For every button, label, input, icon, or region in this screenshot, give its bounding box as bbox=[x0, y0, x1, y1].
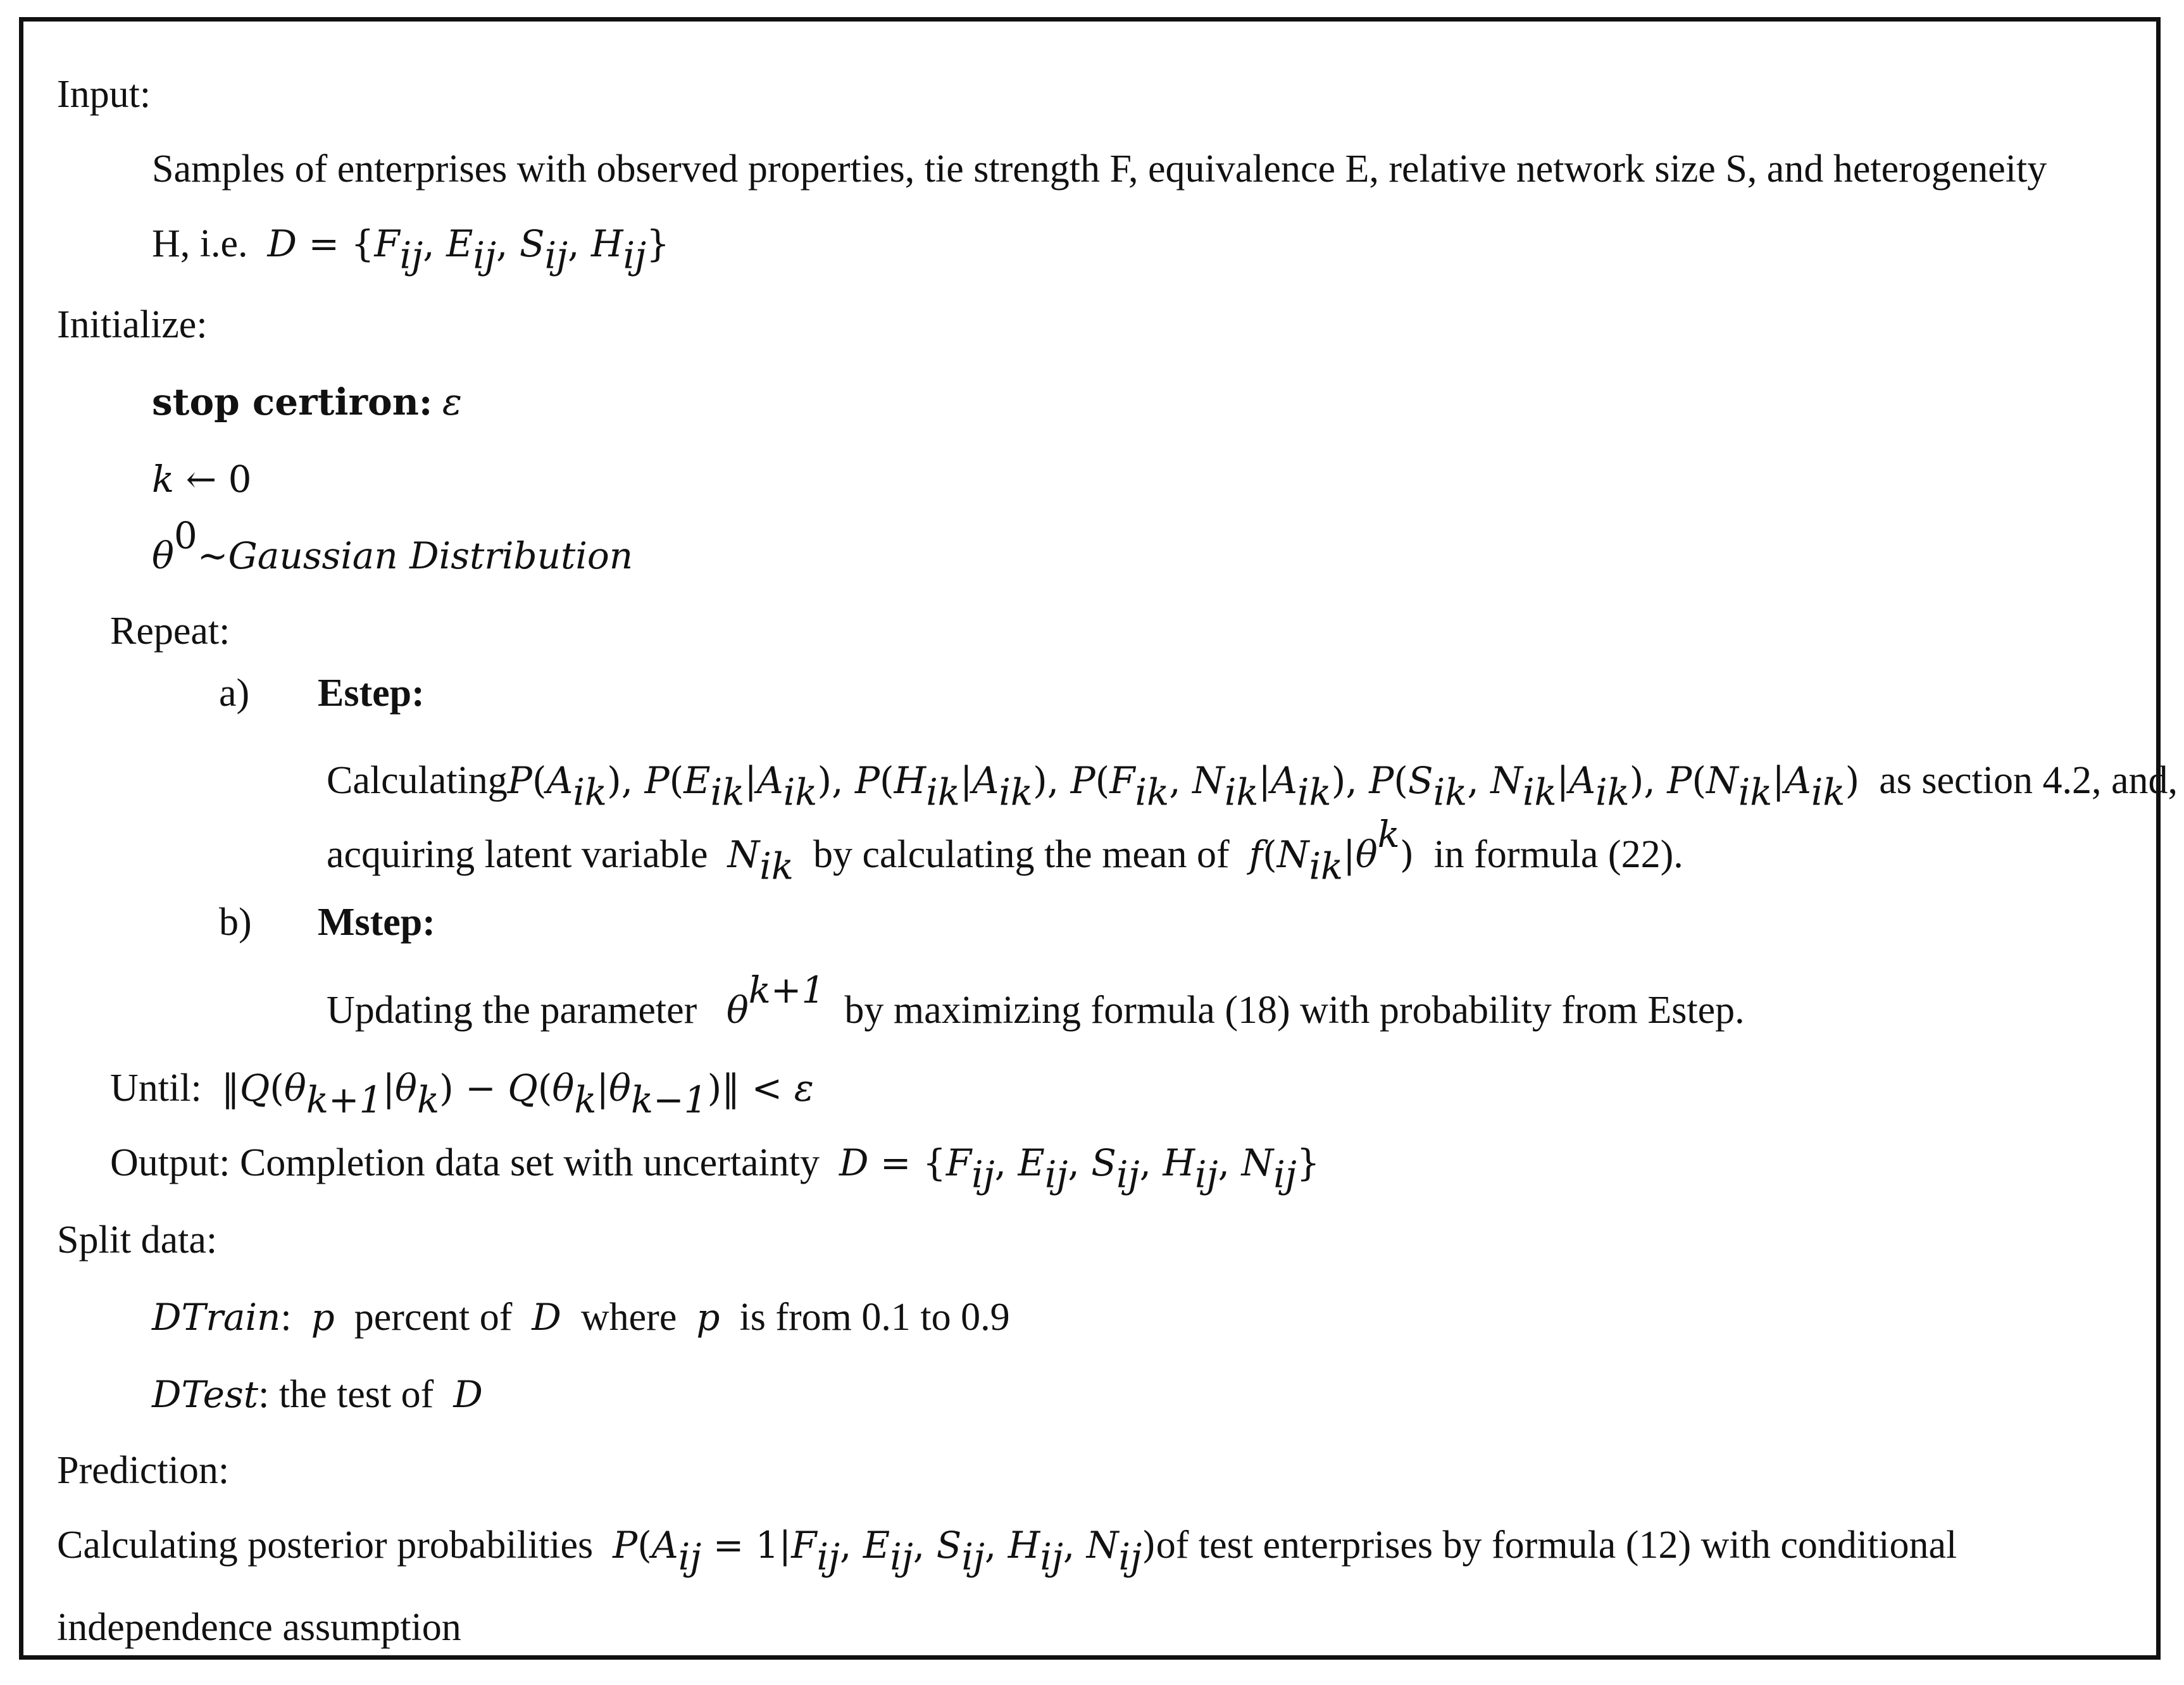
prediction-line-2: independence assumption bbox=[57, 1606, 461, 1649]
theta-init: $\theta^0\sim Gaussian$ Distribution bbox=[152, 514, 633, 577]
repeat-label: Repeat: bbox=[110, 610, 230, 653]
until-line: Until: $‖Q(\theta_{k+1}|\theta_k)$ − $Q(\theta_k|\theta_{k-1})‖ < \varepsilon$ bbox=[110, 1067, 814, 1122]
dtrain-line: DTrain: p percent of D where p is from 0.1 to 0.9 bbox=[152, 1296, 1010, 1339]
estep-line-2: acquiring latent variable $N_{ik}$ by calculating the mean of $f(N_{ik}|\theta^k)$ in formula (22). bbox=[327, 813, 1683, 888]
prediction-label: Prediction: bbox=[57, 1449, 230, 1492]
dtest-line: DTest: the test of D bbox=[152, 1373, 483, 1416]
estep-line-1: $CalculatingP(A_{ik})$, $P(E_{ik}|A_{ik})$, $P(H_{ik}|A_{ik})$, $P(F_{ik}$, $N_{ik}|A_{ik}$), $P(S_{ik}$, $N_{ik}|A_{ik}$), $P(N_{ik}|A_{ik})$ as section 4.2, and, bbox=[327, 759, 2178, 814]
input-description: Samples of enterprises with observed properties, tie strength F, equivalence E, relative network size S, and heterogeneity bbox=[152, 147, 2047, 191]
split-label: Split data: bbox=[57, 1218, 218, 1262]
input-formula: D bbox=[267, 222, 297, 265]
prediction-line-1: Calculating posterior probabilities $P(A_{ij} = 1|F_{ij}$, $E_{ij}$, $S_{ij}$, $H_{ij}$, $N_{ij})of$ test enterprises by formula (12) with conditional bbox=[57, 1524, 1957, 1579]
input-label: Input: bbox=[57, 73, 151, 116]
mstep-line: Updating the parameter $\theta^{k+1}$ by maximizing formula (18) with probability from Estep. bbox=[327, 968, 1745, 1032]
output-line: Output: Completion data set with uncertainty $D = \{F_{ij}$, $E_{ij}$, $S_{ij}$, $H_{ij}$, $N_{ij}$} bbox=[110, 1141, 1320, 1196]
initialize-label: Initialize: bbox=[57, 303, 208, 346]
estep-heading: a) Estep: bbox=[219, 672, 425, 715]
stop-criterion: stop certiron: ε bbox=[152, 380, 462, 423]
k-init: k ← 0 bbox=[152, 458, 252, 501]
input-description-cont: H, i.e. $D = \{F_{ij}$, $E_{ij}$, $S_{ij}$, $H_{ij}$} bbox=[152, 222, 670, 277]
mstep-heading: b) Mstep: bbox=[219, 901, 435, 944]
